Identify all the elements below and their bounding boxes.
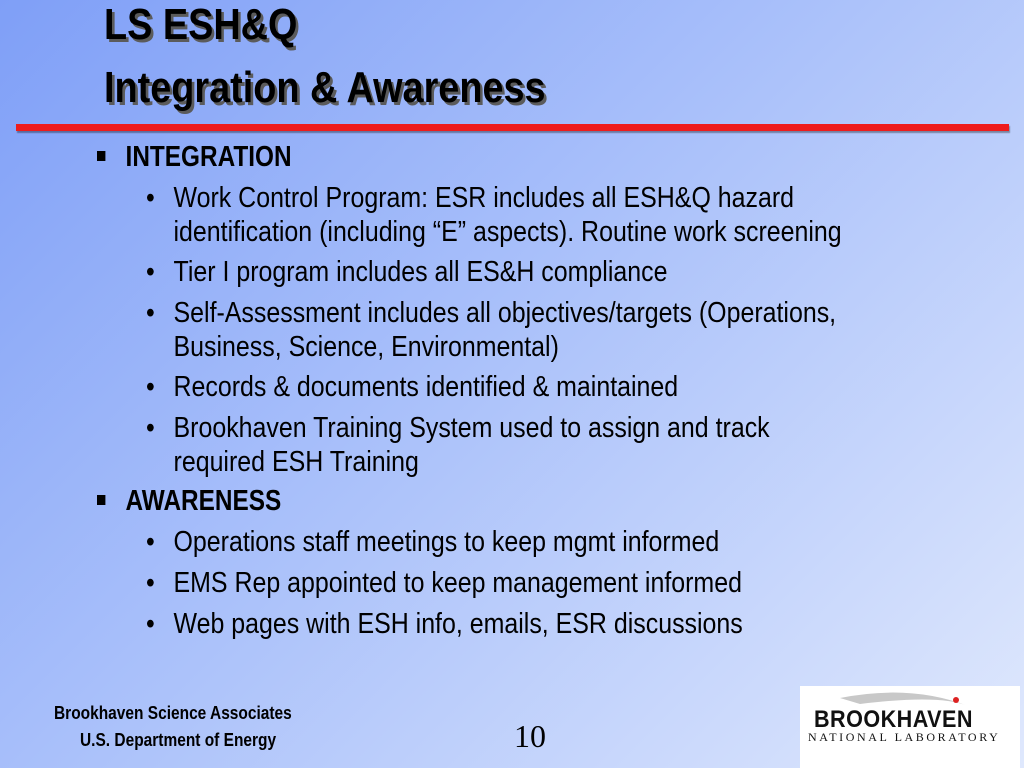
bullet-dot-icon: •	[146, 256, 155, 288]
bullet-dot-icon: •	[146, 526, 155, 558]
logo-subtitle: NATIONAL LABORATORY	[808, 730, 1001, 744]
square-bullet-icon	[97, 151, 105, 161]
list-item: • Web pages with ESH info, emails, ESR discussions	[146, 608, 743, 640]
list-item: • Work Control Program: ESR includes all ESH&Q hazard identification (including “E” aspects). Routine work screening	[146, 182, 842, 248]
list-item: • Self-Assessment includes all objectives/targets (Operations, Business, Science, Environmental)	[146, 297, 837, 363]
slide-title-line-2: Integration & Awareness	[104, 63, 546, 112]
title-divider	[16, 124, 1009, 131]
bullet-dot-icon: •	[146, 182, 155, 214]
page-number: 10	[514, 718, 546, 754]
list-item: • EMS Rep appointed to keep management informed	[146, 567, 742, 599]
bullet-dot-icon: •	[146, 371, 155, 403]
logo-wordmark: BROOKHAVEN	[814, 706, 973, 733]
footer-org-name: Brookhaven Science Associates	[54, 703, 292, 723]
slide-title-line-1: LS ESH&Q	[104, 0, 298, 49]
bullet-dot-icon: •	[146, 567, 155, 599]
list-item: • Records & documents identified & maintained	[146, 371, 679, 403]
bullet-dot-icon: •	[146, 297, 155, 329]
square-bullet-icon	[97, 495, 105, 505]
bullet-dot-icon: •	[146, 412, 155, 444]
footer-department: U.S. Department of Energy	[80, 730, 277, 750]
brookhaven-logo	[800, 686, 1020, 768]
bullet-dot-icon: •	[146, 608, 155, 640]
section-heading-integration: INTEGRATION	[97, 141, 292, 174]
list-item: • Operations staff meetings to keep mgmt informed	[146, 526, 720, 558]
section-heading-awareness: AWARENESS	[97, 485, 281, 518]
list-item: • Tier I program includes all ES&H compliance	[146, 256, 668, 288]
list-item: • Brookhaven Training System used to assign and track required ESH Training	[146, 412, 770, 478]
